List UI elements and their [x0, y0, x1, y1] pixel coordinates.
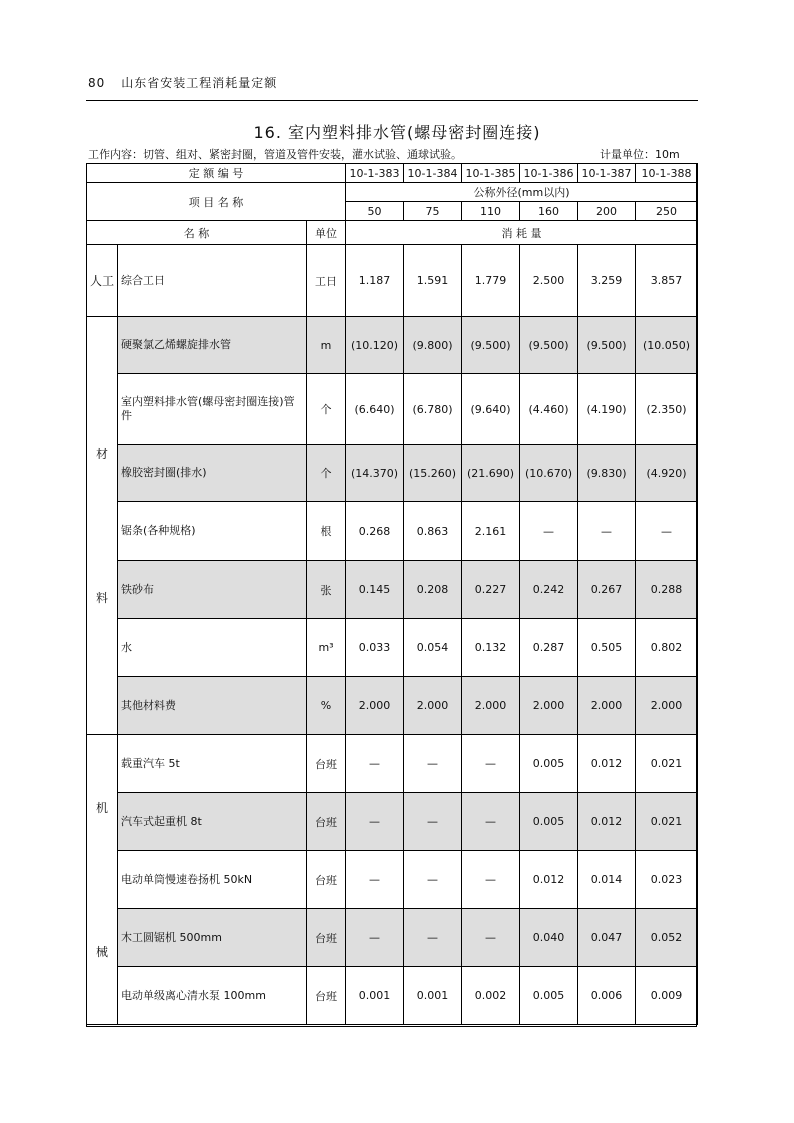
value-cell: 0.047: [578, 909, 636, 967]
quota-table: [86, 163, 698, 1025]
value-cell: 0.001: [404, 967, 462, 1025]
value-cell: —: [636, 502, 698, 561]
value-cell: 0.040: [520, 909, 578, 967]
value-cell: (9.500): [578, 317, 636, 374]
item-unit: 台班: [307, 735, 346, 793]
diameter-cell: 160: [520, 202, 578, 221]
item-name: 载重汽车 5t: [118, 735, 307, 793]
table-row: [87, 502, 698, 561]
table-row: [87, 793, 698, 851]
value-cell: —: [462, 735, 520, 793]
value-cell: 0.242: [520, 561, 578, 619]
value-cell: 0.288: [636, 561, 698, 619]
item-unit: m³: [307, 619, 346, 677]
code-cell: 10-1-383: [346, 164, 404, 183]
table-row: [87, 735, 698, 793]
value-cell: (9.500): [520, 317, 578, 374]
code-cell: 10-1-388: [636, 164, 698, 183]
value-cell: —: [346, 793, 404, 851]
value-cell: —: [462, 793, 520, 851]
table-row: [87, 851, 698, 909]
diameter-label: 公称外径(mm以内): [346, 183, 698, 202]
value-cell: (4.190): [578, 374, 636, 445]
value-cell: 0.145: [346, 561, 404, 619]
value-cell: 0.012: [578, 793, 636, 851]
table-row: [87, 245, 698, 317]
table-row: [87, 374, 698, 445]
item-name: 电动单筒慢速卷扬机 50kN: [118, 851, 307, 909]
code-label: 定 额 编 号: [87, 164, 346, 183]
value-cell: 2.500: [520, 245, 578, 317]
code-cell: 10-1-385: [462, 164, 520, 183]
table-row: [87, 967, 698, 1025]
value-cell: 0.052: [636, 909, 698, 967]
value-cell: (21.690): [462, 445, 520, 502]
table-row: [87, 317, 698, 374]
value-cell: 0.033: [346, 619, 404, 677]
item-unit: 台班: [307, 793, 346, 851]
code-cell: 10-1-384: [404, 164, 462, 183]
value-cell: 2.000: [520, 677, 578, 735]
value-cell: 1.187: [346, 245, 404, 317]
item-unit: 工日: [307, 245, 346, 317]
value-cell: 0.002: [462, 967, 520, 1025]
value-cell: —: [346, 851, 404, 909]
value-cell: (15.260): [404, 445, 462, 502]
value-cell: 2.000: [636, 677, 698, 735]
value-cell: (14.370): [346, 445, 404, 502]
item-unit: 个: [307, 374, 346, 445]
value-cell: 0.006: [578, 967, 636, 1025]
name-label: 名 称: [87, 221, 307, 245]
item-unit: 根: [307, 502, 346, 561]
item-name: 其他材料费: [118, 677, 307, 735]
item-unit: %: [307, 677, 346, 735]
category-label: 械: [95, 944, 108, 959]
item-name: 室内塑料排水管(螺母密封圈连接)管件: [118, 374, 307, 445]
diameter-cell: 75: [404, 202, 462, 221]
item-unit: 张: [307, 561, 346, 619]
item-label: 项 目 名 称: [87, 183, 346, 221]
item-unit: 台班: [307, 851, 346, 909]
diameter-cell: 250: [636, 202, 698, 221]
value-cell: 0.012: [520, 851, 578, 909]
value-cell: 0.208: [404, 561, 462, 619]
value-cell: 2.000: [578, 677, 636, 735]
value-cell: 0.005: [520, 967, 578, 1025]
item-unit: 台班: [307, 967, 346, 1025]
category-machine: [87, 735, 118, 1025]
code-cell: 10-1-386: [520, 164, 578, 183]
value-cell: —: [578, 502, 636, 561]
value-cell: 0.267: [578, 561, 636, 619]
value-cell: (4.920): [636, 445, 698, 502]
table-row: [87, 619, 698, 677]
value-cell: 1.779: [462, 245, 520, 317]
value-cell: 0.001: [346, 967, 404, 1025]
value-cell: —: [346, 735, 404, 793]
page-number: 80: [88, 76, 106, 90]
value-cell: 2.000: [462, 677, 520, 735]
value-cell: 0.287: [520, 619, 578, 677]
value-cell: 0.005: [520, 735, 578, 793]
value-cell: —: [462, 909, 520, 967]
item-name: 木工圆锯机 500mm: [118, 909, 307, 967]
item-unit: 台班: [307, 909, 346, 967]
value-cell: 0.227: [462, 561, 520, 619]
value-cell: (4.460): [520, 374, 578, 445]
value-cell: 0.021: [636, 793, 698, 851]
value-cell: —: [404, 851, 462, 909]
diameter-cell: 200: [578, 202, 636, 221]
category-labor: [87, 245, 118, 317]
value-cell: 2.000: [346, 677, 404, 735]
page-header: [88, 74, 277, 91]
value-cell: 2.161: [462, 502, 520, 561]
value-cell: 0.132: [462, 619, 520, 677]
item-name: 综合工日: [118, 245, 307, 317]
code-cell: 10-1-387: [578, 164, 636, 183]
value-cell: 0.014: [578, 851, 636, 909]
value-cell: (10.120): [346, 317, 404, 374]
value-cell: 2.000: [404, 677, 462, 735]
item-name: 橡胶密封圈(排水): [118, 445, 307, 502]
work-content: 工作内容：切管、组对、紧密封圈，管道及管件安装，灌水试验、通球试验。: [88, 148, 462, 161]
value-cell: 0.054: [404, 619, 462, 677]
value-cell: (6.780): [404, 374, 462, 445]
item-name: 铁砂布: [118, 561, 307, 619]
value-cell: (2.350): [636, 374, 698, 445]
value-cell: 0.505: [578, 619, 636, 677]
item-name: 水: [118, 619, 307, 677]
value-cell: (9.800): [404, 317, 462, 374]
unit-column-label: 单位: [307, 221, 346, 245]
value-cell: (9.500): [462, 317, 520, 374]
item-name: 汽车式起重机 8t: [118, 793, 307, 851]
value-cell: (9.830): [578, 445, 636, 502]
table-row: [87, 677, 698, 735]
value-cell: —: [404, 909, 462, 967]
item-name: 硬聚氯乙烯螺旋排水管: [118, 317, 307, 374]
value-cell: 0.012: [578, 735, 636, 793]
table-row: [87, 445, 698, 502]
value-cell: (6.640): [346, 374, 404, 445]
value-cell: 0.863: [404, 502, 462, 561]
item-unit: m: [307, 317, 346, 374]
value-cell: —: [462, 851, 520, 909]
category-label: 材: [95, 446, 108, 461]
value-cell: —: [404, 735, 462, 793]
value-cell: 3.857: [636, 245, 698, 317]
value-cell: 0.005: [520, 793, 578, 851]
table-row: [87, 561, 698, 619]
consumption-label: 消 耗 量: [346, 221, 698, 245]
value-cell: —: [346, 909, 404, 967]
category-label: 人工: [89, 273, 114, 288]
value-cell: —: [404, 793, 462, 851]
section-title: 16. 室内塑料排水管(螺母密封圈连接): [253, 123, 541, 142]
book-title: 山东省安装工程消耗量定额: [121, 76, 278, 90]
value-cell: (9.640): [462, 374, 520, 445]
category-material: [87, 317, 118, 735]
item-name: 电动单级离心清水泵 100mm: [118, 967, 307, 1025]
diameter-cell: 50: [346, 202, 404, 221]
value-cell: 1.591: [404, 245, 462, 317]
value-cell: 0.023: [636, 851, 698, 909]
measure-unit: 计量单位：10m: [600, 148, 680, 161]
value-cell: 0.268: [346, 502, 404, 561]
diameter-cell: 110: [462, 202, 520, 221]
category-label: 机: [95, 800, 108, 815]
item-unit: 个: [307, 445, 346, 502]
item-name: 锯条(各种规格): [118, 502, 307, 561]
value-cell: 0.802: [636, 619, 698, 677]
value-cell: 0.009: [636, 967, 698, 1025]
category-label: 料: [95, 590, 108, 605]
value-cell: 0.021: [636, 735, 698, 793]
value-cell: (10.670): [520, 445, 578, 502]
value-cell: (10.050): [636, 317, 698, 374]
value-cell: 3.259: [578, 245, 636, 317]
table-row: [87, 909, 698, 967]
value-cell: —: [520, 502, 578, 561]
header-rule: [86, 100, 698, 101]
